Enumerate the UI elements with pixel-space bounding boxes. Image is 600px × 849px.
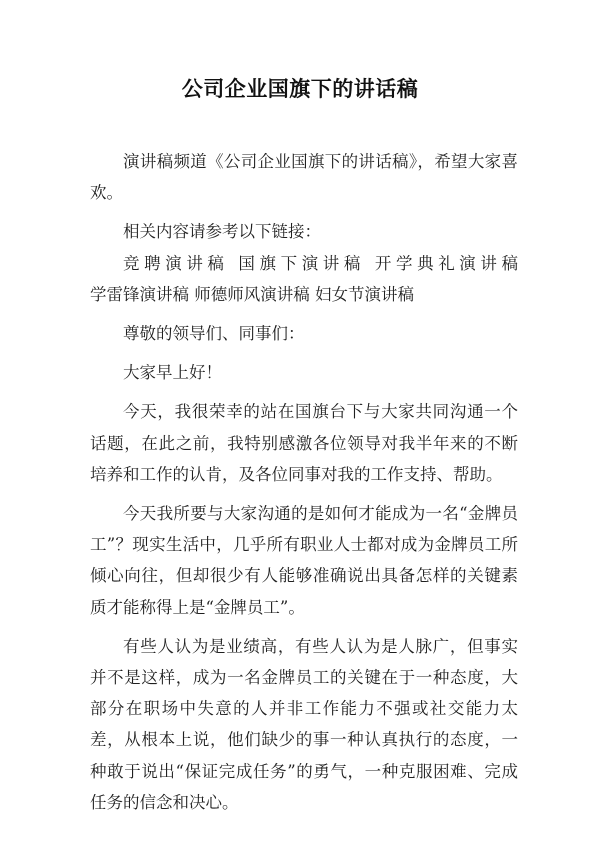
body-paragraph-2: 今天我所要与大家沟通的是如何才能成为一名“金牌员工”？现实生活中，几乎所有职业人士都对成为金牌员工所倾心向往，但却很少有人能够准确说出具备怎样的关键素质才能称得上是“金牌员工”。 [90, 504, 518, 617]
intro-paragraph: 演讲稿频道《公司企业国旗下的讲话稿》，希望大家喜欢。 [90, 152, 518, 203]
link-teacher-ethics-speech[interactable]: 师德师风演讲稿 [194, 284, 310, 304]
related-links [90, 248, 518, 310]
link-flag-speech[interactable]: 国旗下演讲稿 [238, 253, 366, 273]
related-prompt: 相关内容请参考以下链接： [123, 222, 321, 242]
link-opening-ceremony-speech[interactable]: 开学典礼演讲稿 [374, 253, 519, 273]
body-paragraph-1: 今天，我很荣幸的站在国旗台下与大家共同沟通一个话题，在此之前，我特别感激各位领导对我半年来的不断培养和工作的认肯，及各位同事对我的工作支持、帮助。 [90, 402, 518, 484]
salutation: 尊敬的领导们、同事们： [123, 324, 305, 344]
document-body [90, 146, 518, 818]
body-paragraph-3: 有些人认为是业绩高，有些人认为是人脉广，但事实并不是这样，成为一名金牌员工的关键在于一种态度，大部分在职场中失意的人并非工作能力不强或社交能力太差，从根本上说，他们缺少的事一种认真执行的态度，一种敢于说出“保证完成任务”的勇气，一种克服困难、完成任务的信念和决心。 [90, 636, 518, 812]
link-lei-feng-speech[interactable]: 学雷锋演讲稿 [90, 284, 189, 304]
link-competition-speech[interactable]: 竞聘演讲稿 [123, 253, 229, 273]
greeting: 大家早上好！ [123, 363, 222, 383]
link-womens-day-speech[interactable]: 妇女节演讲稿 [315, 284, 414, 304]
page-title: 公司企业国旗下的讲话稿 [181, 77, 419, 101]
